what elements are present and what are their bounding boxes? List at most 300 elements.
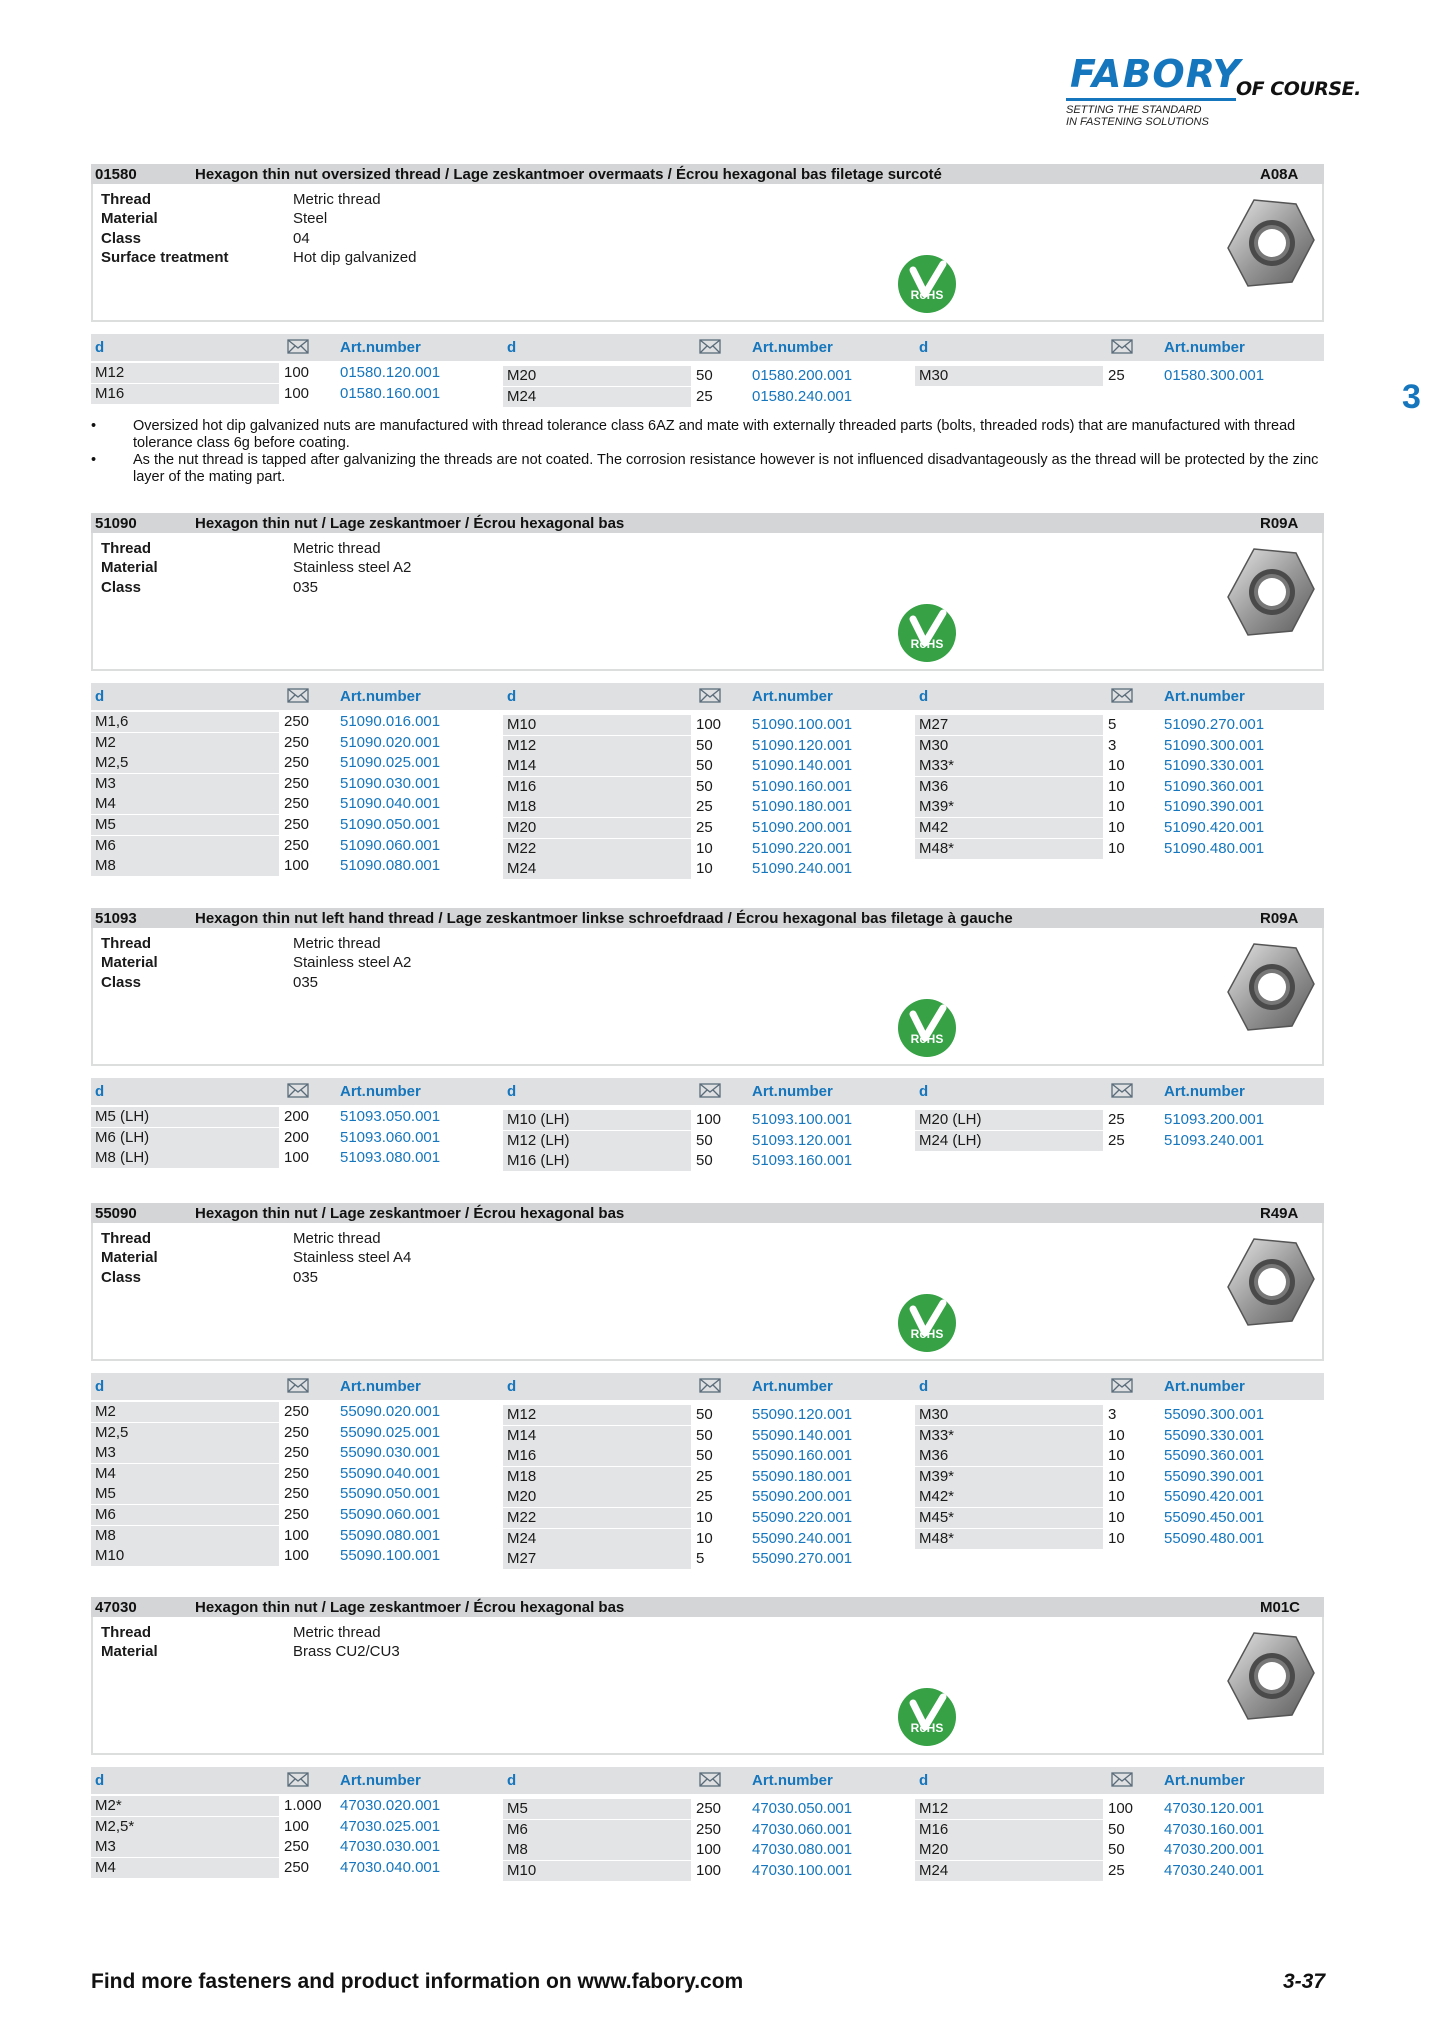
article-number-link[interactable]: 55090.300.001 [1164, 1406, 1265, 1423]
col-header-art-number: Art.number [752, 688, 833, 705]
article-number-link[interactable]: 51093.100.001 [752, 1111, 853, 1128]
section-header [91, 164, 1324, 184]
article-number-link[interactable]: 55090.120.001 [752, 1406, 853, 1423]
article-number-link[interactable]: 47030.120.001 [1164, 1800, 1265, 1817]
pack-quantity-cell: 50 [696, 367, 713, 384]
article-number-link[interactable]: 55090.270.001 [752, 1550, 853, 1568]
pack-quantity-cell: 25 [1108, 1111, 1125, 1128]
size-cell: M6 [91, 1505, 279, 1525]
size-cell: M3 [91, 774, 279, 794]
product-code: 55090 [95, 1204, 137, 1222]
spec-row [101, 578, 318, 597]
article-number-link[interactable]: 51093.240.001 [1164, 1131, 1265, 1149]
article-number-link[interactable]: 51090.270.001 [1164, 716, 1265, 733]
spec-row [101, 1229, 381, 1248]
article-number-link[interactable]: 55090.020.001 [340, 1403, 441, 1420]
product-title: Hexagon thin nut / Lage zeskantmoer / Écrou hexagonal bas [195, 1598, 625, 1616]
size-cell: M24 [503, 1529, 691, 1549]
pack-quantity-cell: 250 [284, 815, 310, 833]
hex-nut-image [1224, 1233, 1316, 1333]
size-cell: M5 [91, 815, 279, 835]
spec-label: Thread [101, 935, 152, 952]
size-cell: M2,5 [91, 753, 279, 773]
rohs-label: RoHS [910, 288, 944, 302]
article-number-link[interactable]: 55090.080.001 [340, 1526, 441, 1544]
article-number-link[interactable]: 51090.120.001 [752, 736, 853, 754]
article-number-link[interactable]: 51090.040.001 [340, 795, 441, 813]
article-number-link[interactable]: 55090.180.001 [752, 1467, 853, 1485]
pack-quantity-cell: 10 [1108, 1447, 1125, 1465]
size-cell: M24 [503, 859, 691, 879]
spec-box [91, 184, 1324, 322]
spec-row [101, 953, 411, 972]
envelope-icon [699, 1378, 721, 1393]
pack-quantity-cell: 250 [284, 836, 310, 854]
pack-quantity-cell: 50 [696, 736, 713, 754]
spec-value: 035 [293, 578, 319, 596]
envelope-icon [1111, 339, 1133, 354]
article-number-link[interactable]: 51090.220.001 [752, 839, 853, 857]
pack-quantity-cell: 250 [284, 1444, 310, 1462]
rohs-label: RoHS [910, 1032, 944, 1046]
spec-value: Metric thread [293, 935, 381, 952]
col-header-art-number: Art.number [1164, 1378, 1245, 1395]
size-cell: M2* [91, 1796, 279, 1816]
size-cell: M4 [91, 1858, 279, 1878]
article-number-link[interactable]: 01580.300.001 [1164, 367, 1265, 384]
pack-quantity-cell: 250 [696, 1800, 722, 1817]
spec-label: Class [101, 1268, 142, 1286]
product-section-55090 [91, 1203, 1324, 1568]
product-section-51093 [91, 908, 1324, 1170]
spec-label: Material [101, 1249, 158, 1267]
col-header-art-number: Art.number [340, 1083, 421, 1100]
article-number-link[interactable]: 55090.390.001 [1164, 1467, 1265, 1485]
pack-quantity-cell: 250 [284, 774, 310, 792]
pack-quantity-cell: 10 [1108, 1488, 1125, 1506]
pack-quantity-cell: 10 [1108, 757, 1125, 775]
col-header-art-number: Art.number [1164, 688, 1245, 705]
article-number-link[interactable]: 55090.100.001 [340, 1547, 441, 1565]
pack-quantity-cell: 250 [284, 1858, 310, 1876]
envelope-icon [699, 1083, 721, 1098]
article-number-link[interactable]: 51090.100.001 [752, 716, 853, 733]
spec-row [101, 190, 381, 209]
product-code: 01580 [95, 165, 137, 183]
article-number-link[interactable]: 55090.450.001 [1164, 1508, 1265, 1526]
size-cell: M5 [91, 1484, 279, 1504]
size-cell: M12 [503, 1405, 691, 1425]
article-number-link[interactable]: 55090.040.001 [340, 1464, 441, 1482]
article-number-link[interactable]: 55090.420.001 [1164, 1488, 1265, 1506]
pack-quantity-cell: 10 [1108, 818, 1125, 836]
spec-value: Stainless steel A4 [293, 1249, 412, 1267]
pack-quantity-cell: 250 [284, 1464, 310, 1482]
article-number-link[interactable]: 51090.390.001 [1164, 798, 1265, 816]
pack-quantity-cell: 250 [284, 1423, 310, 1441]
pack-quantity-cell: 50 [696, 1131, 713, 1149]
size-cell: M14 [503, 1426, 691, 1446]
logo-tagline-2: IN FASTENING SOLUTIONS [1066, 116, 1209, 128]
article-number-link[interactable]: 51093.060.001 [340, 1128, 441, 1146]
size-cell: M18 [503, 1467, 691, 1487]
article-number-link[interactable]: 47030.080.001 [752, 1841, 853, 1859]
size-cell: M20 (LH) [915, 1110, 1103, 1130]
article-number-link[interactable]: 55090.220.001 [752, 1508, 853, 1526]
size-cell: M4 [91, 1464, 279, 1484]
article-number-link[interactable]: 51090.480.001 [1164, 839, 1265, 857]
size-cell: M10 [503, 1861, 691, 1881]
logo-brand: FABORY [1070, 52, 1242, 96]
col-header-art-number: Art.number [752, 339, 833, 356]
article-number-link[interactable]: 55090.330.001 [1164, 1426, 1265, 1444]
article-number-link[interactable]: 01580.160.001 [340, 384, 441, 402]
size-cell: M27 [915, 715, 1103, 735]
col-header-art-number: Art.number [752, 1083, 833, 1100]
spec-label: Material [101, 1643, 158, 1661]
article-number-link[interactable]: 47030.040.001 [340, 1858, 441, 1876]
note-text: Oversized hot dip galvanized nuts are manufactured with thread tolerance class 6AZ and mate with externally threaded parts (bolts, threaded rods) that are manufactured with thread tolerance class 6g before coating. [133, 418, 1296, 451]
article-number-link[interactable]: 51093.050.001 [340, 1108, 441, 1125]
envelope-icon [1111, 1378, 1133, 1393]
size-cell: M16 [503, 1446, 691, 1466]
article-number-link[interactable]: 55090.050.001 [340, 1485, 441, 1503]
article-number-link[interactable]: 51090.180.001 [752, 798, 853, 816]
col-header-art-number: Art.number [340, 1378, 421, 1395]
product-title: Hexagon thin nut left hand thread / Lage zeskantmoer linkse schroefdraad / Écrou hexagonal bas filetage à gauche [195, 909, 1013, 927]
article-number-link[interactable]: 55090.060.001 [340, 1505, 441, 1523]
envelope-icon [699, 339, 721, 354]
pack-quantity-cell: 250 [284, 754, 310, 772]
pack-quantity-cell: 100 [696, 1861, 722, 1879]
size-cell: M20 [503, 818, 691, 838]
product-ref: R09A [1260, 514, 1299, 532]
product-code: 51093 [95, 909, 137, 927]
spec-row [101, 973, 318, 992]
pack-quantity-cell: 200 [284, 1128, 310, 1146]
col-header-d: d [919, 1083, 929, 1100]
article-number-link[interactable]: 47030.160.001 [1164, 1820, 1265, 1838]
size-cell: M24 [915, 1861, 1103, 1881]
article-number-link[interactable]: 51093.120.001 [752, 1131, 853, 1149]
spec-box [91, 1617, 1324, 1755]
pack-quantity-cell: 25 [696, 1467, 713, 1485]
article-number-link[interactable]: 51090.330.001 [1164, 757, 1265, 775]
hex-nut-image [1224, 194, 1316, 294]
product-ref: R09A [1260, 909, 1299, 927]
table-header [91, 1078, 1324, 1105]
product-notes [91, 418, 1331, 486]
spec-row [101, 1623, 381, 1642]
size-cell: M12 [91, 363, 279, 383]
note-text: As the nut thread is tapped after galvanizing the threads are not coated. The corrosion resistance however is not influenced disadvantageously as the thread will be protected by the zinc layer of the mating part. [133, 452, 1319, 485]
article-number-link[interactable]: 51090.020.001 [340, 733, 441, 751]
pack-quantity-cell: 50 [696, 777, 713, 795]
size-cell: M3 [91, 1837, 279, 1857]
size-cell: M16 [91, 384, 279, 404]
article-number-link[interactable]: 55090.360.001 [1164, 1447, 1265, 1465]
col-header-art-number: Art.number [340, 1772, 421, 1789]
article-number-link[interactable]: 51090.300.001 [1164, 736, 1265, 754]
article-number-link[interactable]: 51090.140.001 [752, 757, 853, 775]
size-cell: M8 [503, 1840, 691, 1860]
rohs-badge-icon [897, 1687, 957, 1747]
col-header-d: d [507, 339, 517, 356]
article-number-link[interactable]: 47030.200.001 [1164, 1841, 1265, 1859]
size-cell: M24 (LH) [915, 1131, 1103, 1151]
article-number-link[interactable]: 51090.016.001 [340, 713, 441, 730]
pack-quantity-cell: 100 [696, 1111, 722, 1128]
spec-value: Stainless steel A2 [293, 954, 412, 972]
size-cell: M22 [503, 1508, 691, 1528]
spec-value: Hot dip galvanized [293, 248, 417, 266]
product-section-51090 [91, 513, 1324, 878]
size-cell: M16 (LH) [503, 1151, 691, 1171]
pack-quantity-cell: 10 [1108, 798, 1125, 816]
spec-label: Class [101, 229, 142, 247]
size-cell: M8 [91, 1526, 279, 1546]
envelope-icon [1111, 1772, 1133, 1787]
spec-label: Material [101, 210, 158, 228]
rohs-badge-icon [897, 254, 957, 314]
pack-quantity-cell: 100 [284, 1526, 310, 1544]
article-number-link[interactable]: 47030.020.001 [340, 1797, 441, 1814]
pack-quantity-cell: 3 [1108, 1406, 1117, 1423]
article-number-link[interactable]: 51090.360.001 [1164, 777, 1265, 795]
rohs-badge-icon [897, 603, 957, 663]
envelope-icon [287, 1772, 309, 1787]
product-ref: M01C [1260, 1598, 1301, 1616]
pack-quantity-cell: 250 [284, 733, 310, 751]
spec-label: Thread [101, 191, 152, 208]
pack-quantity-cell: 10 [1108, 1467, 1125, 1485]
pack-quantity-cell: 50 [696, 1152, 713, 1170]
pack-quantity-cell: 50 [1108, 1820, 1125, 1838]
article-number-link[interactable]: 51093.160.001 [752, 1152, 853, 1170]
size-cell: M30 [915, 736, 1103, 756]
table-header [91, 683, 1324, 710]
spec-row [101, 558, 411, 577]
pack-quantity-cell: 25 [1108, 1861, 1125, 1879]
spec-value: Metric thread [293, 1624, 381, 1641]
pack-quantity-cell: 100 [1108, 1800, 1134, 1817]
pack-quantity-cell: 250 [284, 1403, 310, 1420]
article-number-link[interactable]: 55090.025.001 [340, 1423, 441, 1441]
pack-quantity-cell: 50 [696, 757, 713, 775]
pack-quantity-cell: 10 [1108, 839, 1125, 857]
col-header-d: d [507, 1083, 517, 1100]
product-title: Hexagon thin nut / Lage zeskantmoer / Écrou hexagonal bas [195, 1204, 625, 1222]
pack-quantity-cell: 10 [1108, 1426, 1125, 1444]
envelope-icon [287, 339, 309, 354]
pack-quantity-cell: 25 [696, 387, 713, 405]
col-header-d: d [919, 688, 929, 705]
section-header [91, 513, 1324, 533]
size-cell: M36 [915, 1446, 1103, 1466]
size-cell: M14 [503, 756, 691, 776]
article-number-link[interactable]: 51090.160.001 [752, 777, 853, 795]
product-title: Hexagon thin nut / Lage zeskantmoer / Écrou hexagonal bas [195, 514, 625, 532]
pack-quantity-cell: 50 [696, 1406, 713, 1423]
article-number-link[interactable]: 01580.240.001 [752, 387, 853, 405]
product-ref: R49A [1260, 1204, 1299, 1222]
pack-quantity-cell: 250 [284, 1485, 310, 1503]
col-header-d: d [95, 1772, 105, 1789]
pack-quantity-cell: 1.000 [284, 1797, 322, 1814]
article-number-link[interactable]: 55090.480.001 [1164, 1529, 1265, 1547]
note-item [91, 418, 1331, 452]
article-number-link[interactable]: 51093.200.001 [1164, 1111, 1265, 1128]
article-number-link[interactable]: 55090.030.001 [340, 1444, 441, 1462]
pack-quantity-cell: 50 [696, 1447, 713, 1465]
spec-value: Brass CU2/CU3 [293, 1643, 400, 1661]
col-header-d: d [95, 1083, 105, 1100]
spec-value: 035 [293, 1268, 319, 1286]
size-cell: M42* [915, 1487, 1103, 1507]
product-section-01580 [91, 164, 1324, 405]
size-cell: M16 [503, 777, 691, 797]
col-header-d: d [95, 339, 105, 356]
size-cell: M8 (LH) [91, 1148, 279, 1168]
logo-underline [1066, 98, 1236, 101]
article-number-link[interactable]: 51093.080.001 [340, 1149, 441, 1167]
article-number-link[interactable]: 55090.140.001 [752, 1426, 853, 1444]
article-number-link[interactable]: 47030.025.001 [340, 1817, 441, 1835]
article-number-link[interactable]: 47030.100.001 [752, 1861, 853, 1879]
size-cell: M33* [915, 1426, 1103, 1446]
pack-quantity-cell: 250 [284, 795, 310, 813]
size-cell: M2 [91, 733, 279, 753]
size-cell: M2,5* [91, 1817, 279, 1837]
pack-quantity-cell: 100 [696, 716, 722, 733]
spec-row [101, 1248, 411, 1267]
article-number-link[interactable]: 51090.200.001 [752, 818, 853, 836]
size-cell: M8 [91, 856, 279, 876]
pack-quantity-cell: 25 [1108, 1131, 1125, 1149]
article-number-link[interactable]: 47030.240.001 [1164, 1861, 1265, 1879]
size-cell: M12 [915, 1799, 1103, 1819]
product-ref: A08A [1260, 165, 1299, 183]
col-header-d: d [507, 1378, 517, 1395]
fabory-logo [1062, 52, 1362, 132]
spec-row [101, 229, 310, 248]
hex-nut-image [1224, 938, 1316, 1038]
col-header-d: d [507, 1772, 517, 1789]
col-header-art-number: Art.number [1164, 1772, 1245, 1789]
size-cell: M48* [915, 839, 1103, 859]
article-number-link[interactable]: 51090.240.001 [752, 860, 853, 878]
spec-value: Metric thread [293, 1230, 381, 1247]
article-number-link[interactable]: 51090.420.001 [1164, 818, 1265, 836]
col-header-art-number: Art.number [752, 1378, 833, 1395]
article-number-link[interactable]: 47030.050.001 [752, 1800, 853, 1817]
size-cell: M36 [915, 777, 1103, 797]
spec-value: 04 [293, 229, 310, 247]
spec-value: Metric thread [293, 540, 381, 557]
pack-quantity-cell: 10 [696, 1508, 713, 1526]
article-number-link[interactable]: 51090.030.001 [340, 774, 441, 792]
pack-quantity-cell: 25 [696, 1488, 713, 1506]
table-header [91, 334, 1324, 361]
pack-quantity-cell: 100 [696, 1841, 722, 1859]
size-cell: M45* [915, 1508, 1103, 1528]
spec-label: Material [101, 954, 158, 972]
article-number-link[interactable]: 51090.060.001 [340, 836, 441, 854]
size-cell: M3 [91, 1443, 279, 1463]
spec-label: Class [101, 578, 142, 596]
size-cell: M5 [503, 1799, 691, 1819]
pack-quantity-cell: 50 [696, 1426, 713, 1444]
article-number-link[interactable]: 47030.030.001 [340, 1838, 441, 1856]
article-number-link[interactable]: 55090.160.001 [752, 1447, 853, 1465]
article-number-link[interactable]: 51090.080.001 [340, 857, 441, 875]
envelope-icon [699, 1772, 721, 1787]
size-cell: M39* [915, 797, 1103, 817]
pack-quantity-cell: 10 [696, 860, 713, 878]
article-number-link[interactable]: 01580.200.001 [752, 367, 853, 384]
spec-row [101, 248, 416, 267]
envelope-icon [287, 1378, 309, 1393]
pack-quantity-cell: 25 [696, 798, 713, 816]
table-header [91, 1767, 1324, 1794]
spec-value: Stainless steel A2 [293, 559, 412, 577]
pack-quantity-cell: 100 [284, 1817, 310, 1835]
pack-quantity-cell: 250 [284, 1505, 310, 1523]
size-cell: M20 [503, 366, 691, 386]
rohs-badge-icon [897, 998, 957, 1058]
pack-quantity-cell: 200 [284, 1108, 310, 1125]
size-cell: M27 [503, 1549, 691, 1569]
size-cell: M12 (LH) [503, 1131, 691, 1151]
article-number-link[interactable]: 55090.200.001 [752, 1488, 853, 1506]
spec-box [91, 1223, 1324, 1361]
pack-quantity-cell: 250 [696, 1820, 722, 1838]
article-number-link[interactable]: 47030.060.001 [752, 1820, 853, 1838]
size-cell: M48* [915, 1529, 1103, 1549]
size-cell: M10 [503, 715, 691, 735]
spec-value: Metric thread [293, 191, 381, 208]
size-cell: M5 (LH) [91, 1107, 279, 1127]
col-header-d: d [95, 1378, 105, 1395]
pack-quantity-cell: 25 [696, 818, 713, 836]
size-cell: M18 [503, 797, 691, 817]
envelope-icon [1111, 688, 1133, 703]
article-number-link[interactable]: 51090.050.001 [340, 815, 441, 833]
article-number-link[interactable]: 51090.025.001 [340, 754, 441, 772]
hex-nut-image [1224, 543, 1316, 643]
size-cell: M20 [503, 1487, 691, 1507]
col-header-d: d [919, 339, 929, 356]
size-cell: M42 [915, 818, 1103, 838]
pack-quantity-cell: 25 [1108, 367, 1125, 384]
size-cell: M2,5 [91, 1423, 279, 1443]
pack-quantity-cell: 5 [696, 1550, 705, 1568]
spec-row [101, 934, 381, 953]
col-header-art-number: Art.number [752, 1772, 833, 1789]
product-code: 51090 [95, 514, 137, 532]
pack-quantity-cell: 100 [284, 384, 310, 402]
article-number-link[interactable]: 01580.120.001 [340, 364, 441, 381]
article-number-link[interactable]: 55090.240.001 [752, 1529, 853, 1547]
spec-box [91, 928, 1324, 1066]
pack-quantity-cell: 50 [1108, 1841, 1125, 1859]
pack-quantity-cell: 100 [284, 1547, 310, 1565]
section-header [91, 1597, 1324, 1617]
pack-quantity-cell: 3 [1108, 736, 1117, 754]
envelope-icon [699, 688, 721, 703]
pack-quantity-cell: 100 [284, 1149, 310, 1167]
size-cell: M20 [915, 1840, 1103, 1860]
